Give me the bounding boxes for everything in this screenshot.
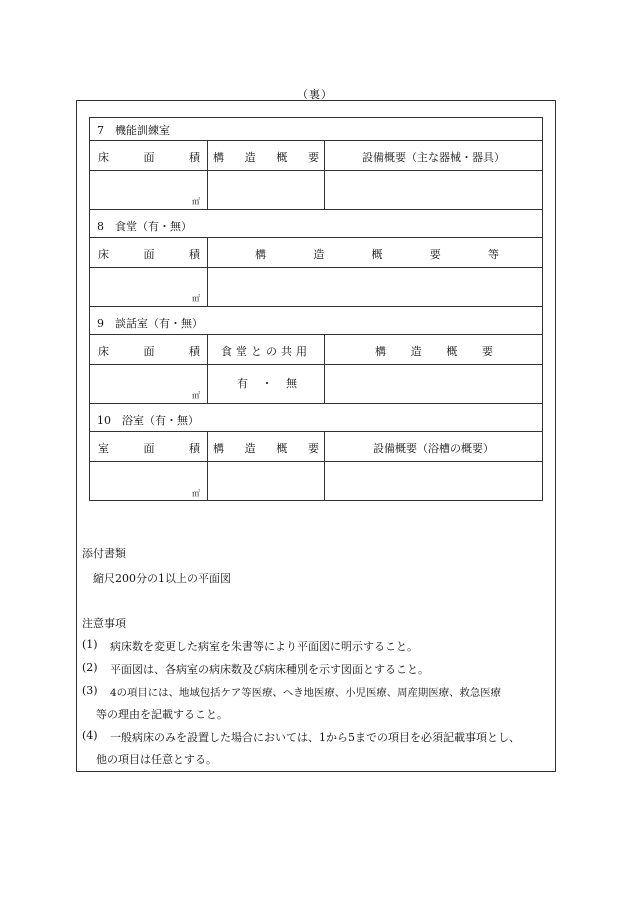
s7-floor-area-header: 床 面 積 xyxy=(98,151,200,164)
note-number: (3) xyxy=(82,684,98,697)
note-number: (4) xyxy=(82,729,98,742)
note-text: 一般病床のみを設置した場合においては、1から5までの項目を必須記載事項とし、 xyxy=(110,731,520,744)
s10-room-area-input[interactable] xyxy=(90,462,206,500)
row-divider xyxy=(90,334,542,335)
note-number: (2) xyxy=(82,661,98,674)
row-divider xyxy=(90,140,542,141)
row-divider xyxy=(90,403,542,404)
s10-structure-header: 構 造 概 要 xyxy=(213,442,319,455)
note-text-continued: 他の項目は任意とする。 xyxy=(96,753,217,766)
note-number: (1) xyxy=(82,638,98,651)
s9-floor-area-header: 床 面 積 xyxy=(98,345,200,358)
s8-floor-area-input[interactable] xyxy=(90,268,206,306)
s8-floor-area-header: 床 面 積 xyxy=(98,248,200,261)
s9-floor-area-input[interactable] xyxy=(90,365,206,403)
note-text: 病床数を変更した病室を朱書等により平面図に明示すること。 xyxy=(110,640,418,653)
s9-unit-label: ㎡ xyxy=(192,391,200,400)
row-divider xyxy=(90,209,542,210)
s9-shared-choice[interactable]: 有 ・ 無 xyxy=(237,377,297,390)
s8-structure-input[interactable] xyxy=(208,268,542,306)
s7-structure-input[interactable] xyxy=(208,171,323,209)
page-side-label: （裏） xyxy=(297,88,333,101)
s7-equipment-input[interactable] xyxy=(325,171,542,209)
note-text-continued: 等の理由を記載すること。 xyxy=(96,708,228,721)
s10-room-area-header: 室 面 積 xyxy=(98,442,200,455)
s7-floor-area-input[interactable] xyxy=(90,171,206,209)
section-8-title: 8 食堂（有・無） xyxy=(97,220,192,233)
facility-table xyxy=(89,117,543,501)
notes-heading: 注意事項 xyxy=(82,617,126,630)
s7-equipment-header: 設備概要（主な器械・器具） xyxy=(362,151,505,164)
s10-equipment-input[interactable] xyxy=(325,462,542,500)
attachments-item: 縮尺200分の1以上の平面図 xyxy=(93,572,231,585)
s9-structure-input[interactable] xyxy=(325,365,542,403)
s10-unit-label: ㎡ xyxy=(192,489,200,498)
section-10-title: 10 浴室（有・無） xyxy=(97,414,199,427)
s10-equipment-header: 設備概要（浴槽の概要） xyxy=(373,442,494,455)
note-text: 4の項目には、地域包括ケア等医療、へき地医療、小児医療、周産期医療、救急医療 xyxy=(110,687,502,699)
s7-structure-header: 構 造 概 要 xyxy=(213,151,319,164)
s10-structure-input[interactable] xyxy=(208,462,323,500)
s8-structure-header: 構 造 概 要 等 xyxy=(255,248,499,261)
s9-shared-header: 食堂との共用 xyxy=(221,345,311,358)
row-divider xyxy=(90,431,542,432)
s9-structure-header: 構 造 概 要 xyxy=(375,345,493,358)
section-9-title: 9 談話室（有・無） xyxy=(97,317,203,330)
s8-unit-label: ㎡ xyxy=(192,294,200,303)
row-divider xyxy=(90,306,542,307)
attachments-heading: 添付書類 xyxy=(82,547,126,560)
row-divider xyxy=(90,237,542,238)
s7-unit-label: ㎡ xyxy=(192,197,200,206)
note-text: 平面図は、各病室の病床数及び病床種別を示す図面とすること。 xyxy=(110,663,429,676)
section-7-title: 7 機能訓練室 xyxy=(97,124,170,137)
